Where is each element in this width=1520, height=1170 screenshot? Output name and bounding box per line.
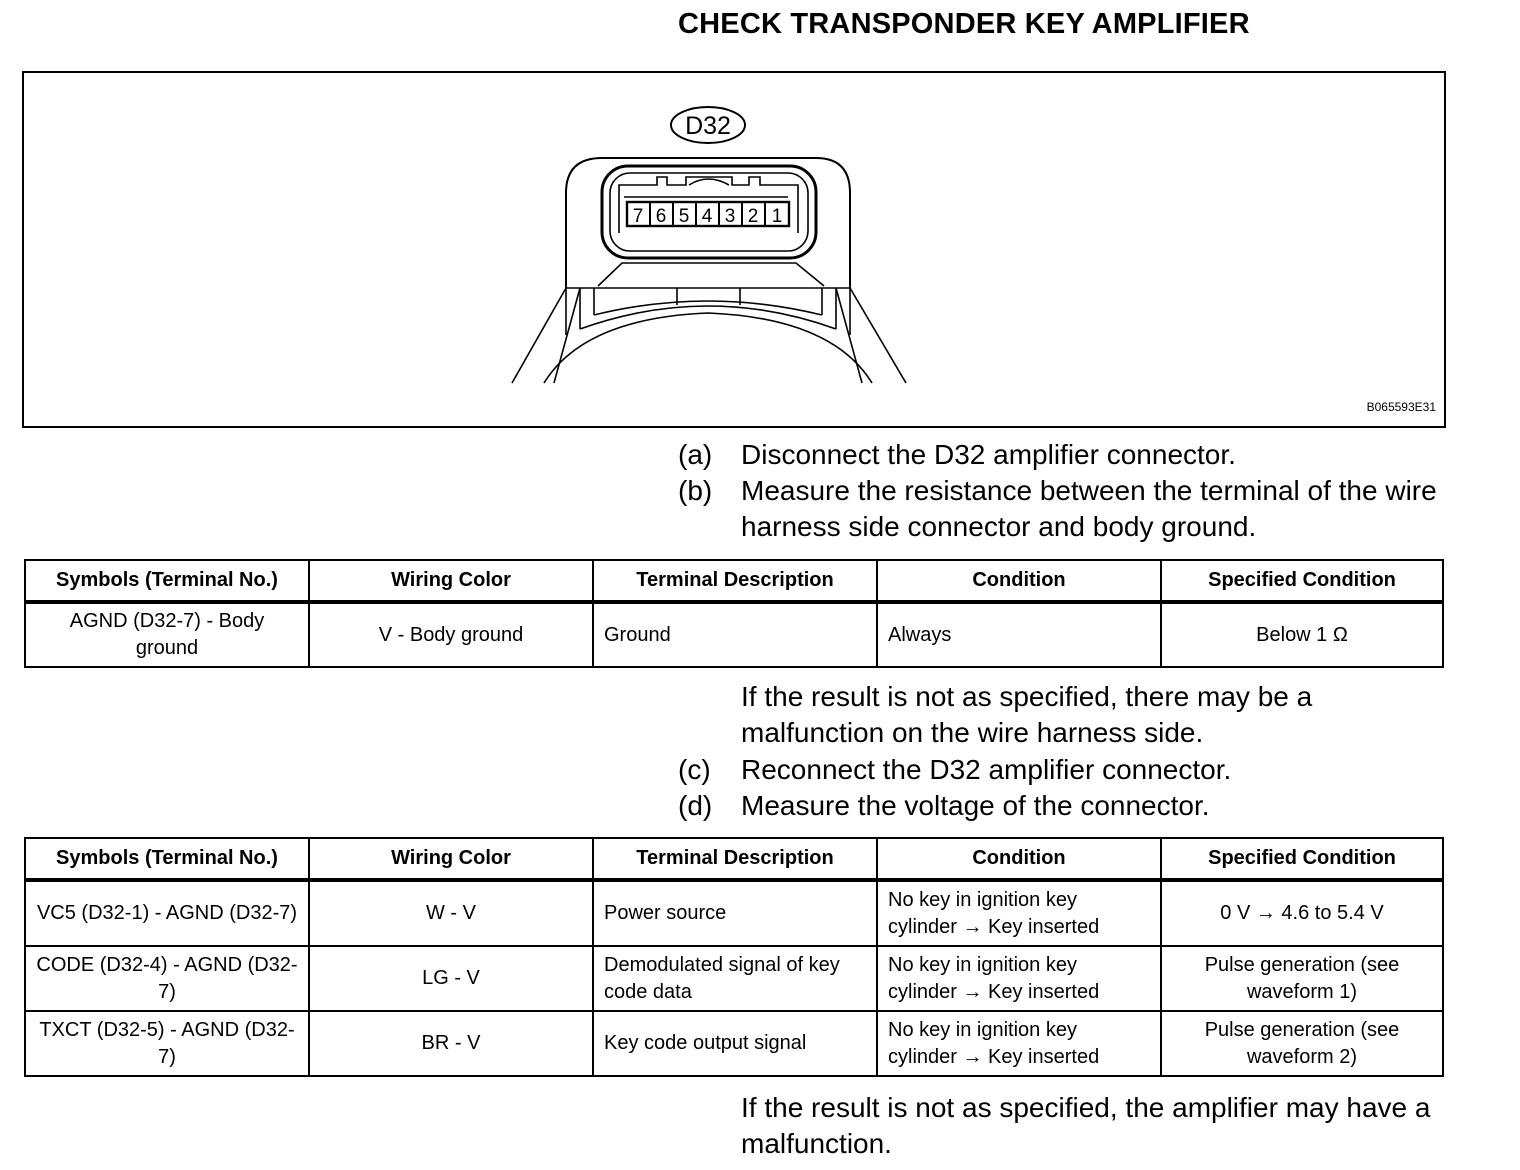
step-text: Measure the voltage of the connector. — [741, 790, 1210, 821]
note-amplifier: If the result is not as specified, the amplifier may have a malfunction. — [741, 1092, 1431, 1159]
voltage-table — [24, 837, 1444, 1077]
header-terminal-description: Terminal Description — [593, 838, 877, 880]
connector-label: D32 — [685, 112, 731, 140]
page-title: CHECK TRANSPONDER KEY AMPLIFIER — [678, 8, 1250, 40]
cell-terminal-description: Key code output signal — [593, 1011, 877, 1076]
cell-terminal-description: Ground — [593, 602, 877, 667]
step-text: Reconnect the D32 amplifier connector. — [741, 754, 1232, 785]
pin-label: 2 — [747, 206, 759, 227]
table-row — [25, 880, 1443, 946]
step-c — [678, 752, 1498, 788]
resistance-table — [24, 559, 1444, 668]
pin-label: 5 — [678, 206, 690, 227]
table-row — [25, 1011, 1443, 1076]
steps-cd — [678, 752, 1498, 824]
cell-symbols: VC5 (D32-1) - AGND (D32-7) — [25, 880, 309, 946]
cell-condition: Always — [877, 602, 1161, 667]
note-wire-harness: If the result is not as specified, there may be a malfunction on the wire harness side. — [741, 681, 1313, 748]
table-row — [25, 946, 1443, 1011]
header-condition: Condition — [877, 560, 1161, 602]
cell-wiring-color: V - Body ground — [309, 602, 593, 667]
pin-label: 3 — [724, 206, 736, 227]
cell-specified-condition: Pulse generation (see waveform 1) — [1161, 946, 1443, 1011]
step-label: (b) — [678, 475, 713, 506]
header-terminal-description: Terminal Description — [593, 560, 877, 602]
step-d — [678, 788, 1498, 824]
table-header-row — [25, 838, 1443, 880]
figure-code: B065593E31 — [1366, 400, 1436, 414]
cell-condition: No key in ignition key cylinder → Key inserted — [877, 1011, 1161, 1076]
header-symbols: Symbols (Terminal No.) — [25, 838, 309, 880]
pin-label: 6 — [655, 206, 667, 227]
cell-terminal-description: Power source — [593, 880, 877, 946]
table-row — [25, 602, 1443, 667]
header-wiring-color: Wiring Color — [309, 560, 593, 602]
header-wiring-color: Wiring Color — [309, 838, 593, 880]
table-header-row — [25, 560, 1443, 602]
step-label: (d) — [678, 790, 713, 821]
cell-specified-condition: Pulse generation (see waveform 2) — [1161, 1011, 1443, 1076]
connector-diagram — [24, 73, 1444, 426]
cell-terminal-description: Demodulated signal of key code data — [593, 946, 877, 1011]
cell-symbols: CODE (D32-4) - AGND (D32-7) — [25, 946, 309, 1011]
steps-ab — [678, 437, 1498, 545]
header-symbols: Symbols (Terminal No.) — [25, 560, 309, 602]
pin-label: 1 — [771, 206, 783, 227]
cell-wiring-color: LG - V — [309, 946, 593, 1011]
step-text: Disconnect the D32 amplifier connector. — [741, 439, 1236, 470]
cell-specified-condition: Below 1 Ω — [1161, 602, 1443, 667]
step-text: Measure the resistance between the terminal of the wire harness side connector and body ground. — [741, 475, 1437, 542]
step-label: (c) — [678, 754, 711, 785]
step-a — [678, 437, 1498, 473]
cell-wiring-color: BR - V — [309, 1011, 593, 1076]
cell-condition: No key in ignition key cylinder → Key inserted — [877, 946, 1161, 1011]
step-b — [678, 473, 1498, 545]
pin-label: 4 — [701, 206, 713, 227]
header-specified-condition: Specified Condition — [1161, 560, 1443, 602]
cell-condition: No key in ignition key cylinder → Key inserted — [877, 880, 1161, 946]
cell-wiring-color: W - V — [309, 880, 593, 946]
cell-specified-condition: 0 V → 4.6 to 5.4 V — [1161, 880, 1443, 946]
cell-symbols: AGND (D32-7) - Body ground — [25, 602, 309, 667]
connector-figure — [22, 71, 1446, 428]
step-label: (a) — [678, 439, 713, 470]
cell-symbols: TXCT (D32-5) - AGND (D32-7) — [25, 1011, 309, 1076]
header-specified-condition: Specified Condition — [1161, 838, 1443, 880]
pin-label: 7 — [632, 206, 644, 227]
header-condition: Condition — [877, 838, 1161, 880]
